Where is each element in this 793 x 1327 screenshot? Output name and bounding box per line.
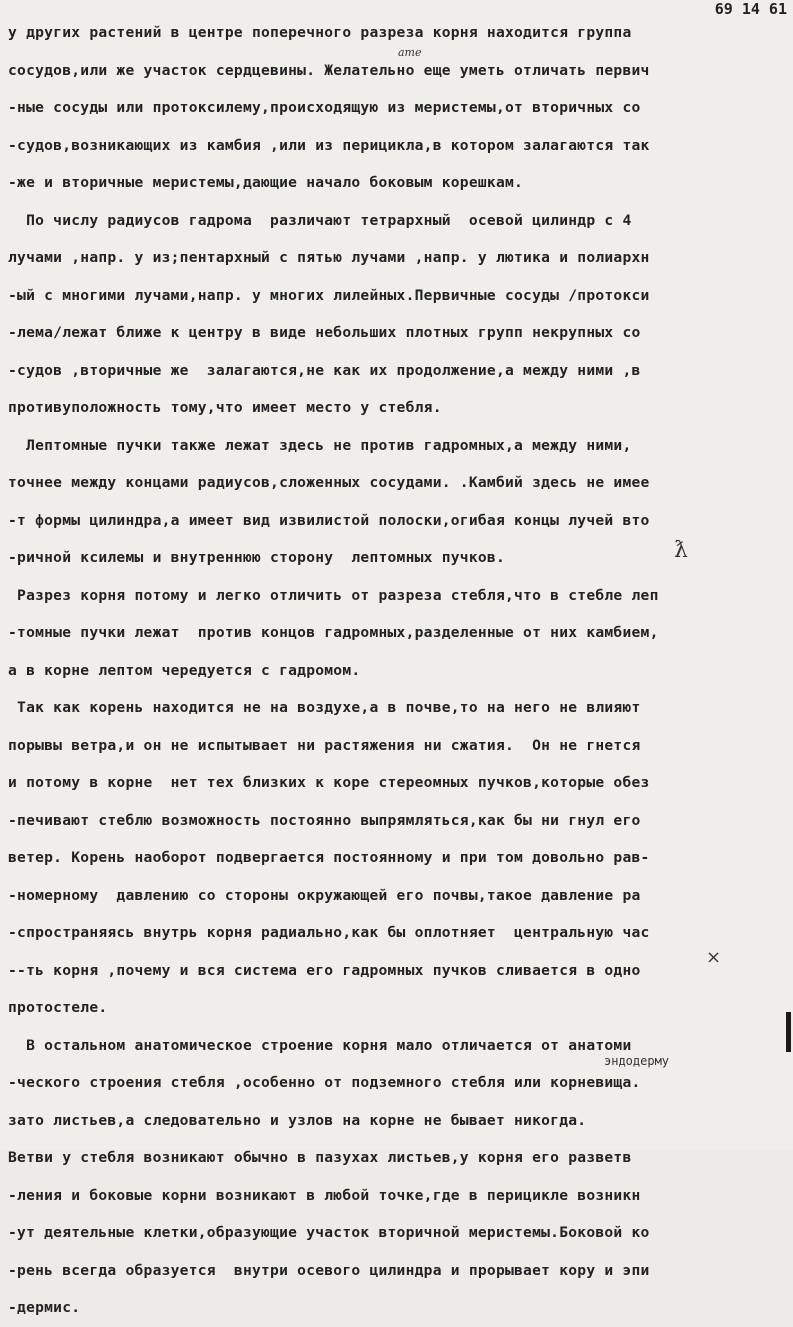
text-line: лучами ,напр. у из;пентархный с пятью лучами ,напр. у лютика и полиархн [8, 249, 650, 266]
text-line: у других растений в центре поперечного разреза корня находится группа [8, 24, 632, 41]
text-line: -ческого строения стебля ,особенно от подземного стебля или корневища. [8, 1074, 641, 1091]
text-line: Ветви у стебля возникают обычно в пазухах листьев,у корня его разветв [8, 1149, 632, 1166]
text-line: -спространяясь внутрь корня радиально,как бы оплотняет центральную час [8, 924, 650, 941]
text-body [0, 14, 793, 1327]
text-line: сосудов,или же участок сердцевины. Желательно еще уметь отличать первич [8, 61, 650, 79]
text-line: --ть корня ,почему и вся система его гадромных пучков сливается в одно [8, 961, 641, 979]
text-line: -судов ,вторичные же залагаются,не как их продолжение,а между ними ,в [8, 361, 641, 379]
text-line: -лема/лежат ближе к центру в виде небольших плотных групп некрупных со [8, 324, 641, 341]
text-line: -томные пучки лежат против концов гадромных,разделенные от них камбием, [8, 624, 659, 641]
text-line: -ления и боковые корни возникают в любой точке,где в перицикле возникн [8, 1186, 641, 1204]
text-line: противуположность тому,что имеет место у стебля. [8, 399, 442, 416]
text-line: а в корне лептом чередуется с гадромом. [8, 661, 361, 679]
text-line: и потому в корне нет тех близких к коре стереомных пучков,которые обез [8, 774, 650, 791]
page-number: 69 14 61 [714, 0, 787, 18]
text-line: -же и вторичные меристемы,дающие начало боковым корешкам. [8, 174, 524, 191]
text-line: -печивают стеблю возможность постоянно выпрямляться,как бы ни гнул его [8, 811, 641, 829]
text-line: -ый с многими лучами,напр. у многих лилейных.Первичные сосуды /протокси [8, 286, 650, 304]
text-line: -т формы цилиндра,а имеет вид извилистой полоски,огибая концы лучей вто [8, 511, 650, 529]
text-line: -рень всегда образуется внутри осевого цилиндра и прорывает кору и эпи [8, 1261, 650, 1279]
text-line: -ричной ксилемы и внутреннюю сторону лептомных пучков. [8, 549, 505, 566]
text-line: В остальном анатомическое строение корня мало отличается от анатоми [8, 1036, 632, 1054]
text-line: По числу радиусов гадрома различают тетрархный осевой цилиндр с 4 [8, 211, 632, 229]
text-line: ветер. Корень наоборот подвергается постоянному и при том довольно рав- [8, 849, 650, 866]
text-line: точнее между концами радиусов,сложенных сосудами. .Камбий здесь не имее [8, 474, 650, 491]
text-line: порывы ветра,и он не испытывает ни растяжения ни сжатия. Он не гнется [8, 736, 641, 754]
text-line: Так как корень находится не на воздухе,а в почве,то на него не влияют [8, 699, 641, 716]
text-line: -номерному давлению со стороны окружающей его почвы,такое давление ра [8, 886, 641, 904]
handwritten-annotation: эндодерму [604, 1054, 670, 1068]
handwritten-annotation: ате [398, 46, 422, 59]
text-line: -ные сосуды или протоксилему,происходящую из меристемы,от вторичных со [8, 99, 641, 116]
text-line: зато листьев,а следовательно и узлов на корне не бывает никогда. [8, 1111, 587, 1129]
text-line: Разрез корня потому и легко отличить от разреза стебля,что в стебле леп [8, 586, 659, 604]
text-line: -ут деятельные клетки,образующие участок вторичной меристемы.Боковой ко [8, 1224, 650, 1241]
insert-mark-icon: ƛ [674, 538, 688, 563]
text-line: -судов,возникающих из камбия ,или из перицикла,в котором залагаются так [8, 136, 650, 154]
margin-mark [786, 1012, 791, 1052]
text-line: протостеле. [8, 999, 108, 1016]
check-mark-icon: × [706, 947, 722, 968]
text-line: Лептомные пучки также лежат здесь не против гадромных,а между ними, [8, 436, 632, 454]
text-line: -дермис. [8, 1299, 81, 1316]
